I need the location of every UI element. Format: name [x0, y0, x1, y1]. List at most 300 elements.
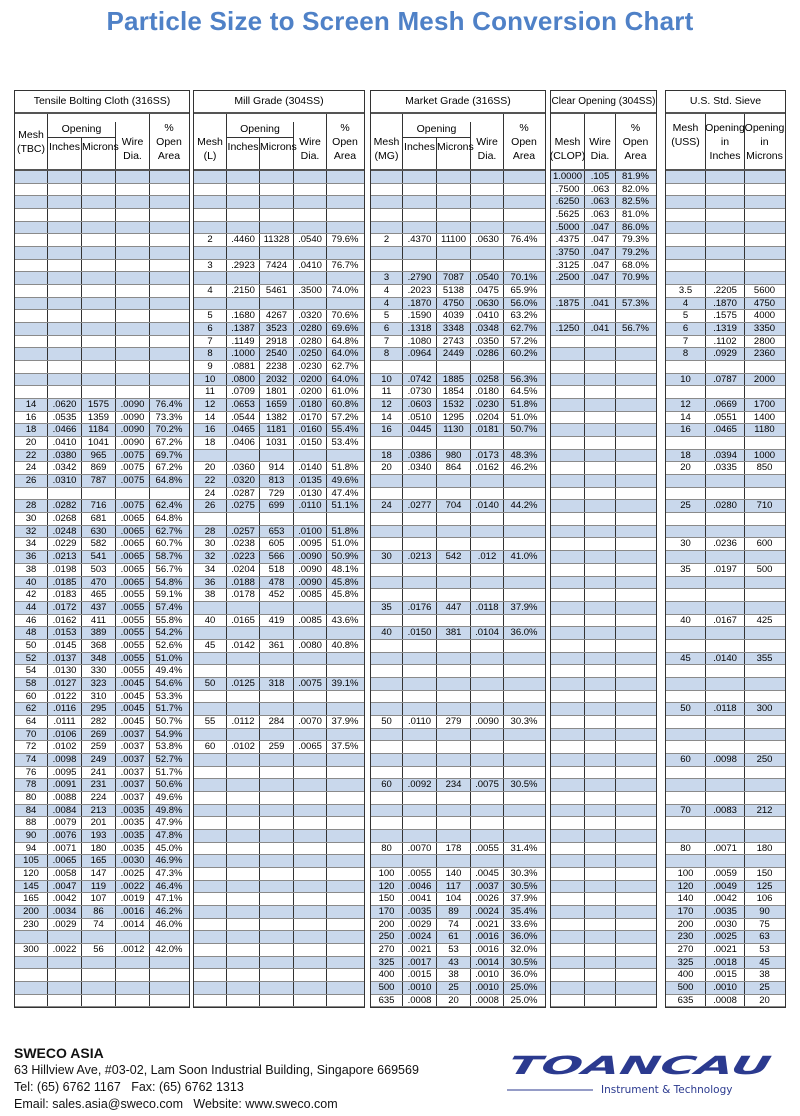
table-row: [551, 500, 656, 513]
empty-cell: [327, 868, 363, 880]
table-row: [194, 234, 364, 247]
table-row: [194, 716, 364, 729]
empty-cell: [327, 995, 363, 1007]
cell-mesh: 26: [194, 500, 227, 512]
empty-cell: [666, 361, 706, 373]
table-row: [15, 665, 189, 678]
empty-cell: [194, 817, 227, 829]
table-row: [194, 754, 364, 767]
table-cell: .0118: [706, 703, 745, 715]
table-cell: .0229: [48, 538, 82, 550]
cell-mesh: 14: [194, 412, 227, 424]
table-cell: 64.8%: [155, 513, 183, 525]
table-cell: 180: [756, 842, 773, 854]
toancau-logo: [505, 1050, 775, 1096]
table-cell: .1870: [403, 298, 437, 310]
empty-cell: [82, 247, 116, 259]
table-row: [194, 843, 364, 856]
empty-cell: [194, 944, 227, 956]
cell-mesh: 36: [15, 551, 48, 563]
table-cell: 51.8%: [331, 525, 359, 537]
table-row: [371, 602, 545, 615]
table-cell: .0130: [294, 488, 327, 500]
table-cell: 2918: [260, 336, 294, 348]
empty-cell: [666, 234, 706, 246]
table-cell: .0380: [48, 450, 82, 462]
empty-cell: [116, 982, 150, 994]
empty-cell: [437, 830, 471, 842]
table-row: [15, 931, 189, 944]
empty-cell: [116, 196, 150, 208]
cell-mesh: .7500: [551, 184, 585, 196]
table-cell: .0110: [294, 500, 327, 512]
table-cell: .0213: [48, 551, 82, 563]
table-row: [666, 615, 785, 628]
table-cell: .0025: [116, 868, 150, 880]
empty-cell: [260, 817, 294, 829]
empty-cell: [194, 665, 227, 677]
empty-cell: [585, 817, 616, 829]
cell-mesh: 250: [371, 931, 403, 943]
empty-cell: [437, 209, 471, 221]
table-cell: 1885: [437, 374, 471, 386]
empty-cell: [585, 855, 616, 867]
empty-cell: [116, 310, 150, 322]
table-row: [194, 513, 364, 526]
table-cell: .0090: [116, 437, 150, 449]
table-row: [371, 665, 545, 678]
table-row: [15, 817, 189, 830]
empty-cell: [294, 196, 327, 208]
table-row: [194, 171, 364, 184]
empty-cell: [327, 893, 363, 905]
empty-cell: [616, 779, 655, 791]
cell-mesh: 40: [194, 615, 227, 627]
table-cell: 869: [82, 462, 116, 474]
table-row: [194, 336, 364, 349]
table-cell: 295: [82, 703, 116, 715]
table-cell: 2800: [753, 335, 776, 347]
table-row: [666, 361, 785, 374]
table-cell: .047: [585, 260, 616, 272]
empty-cell: [150, 196, 188, 208]
table-cell: .0280: [706, 500, 745, 512]
table-cell: 284: [260, 716, 294, 728]
empty-cell: [471, 741, 504, 753]
table-row: [15, 336, 189, 349]
empty-cell: [194, 843, 227, 855]
table-cell: 2000: [753, 373, 776, 385]
empty-cell: [116, 298, 150, 310]
cell-mesh: 18: [15, 424, 48, 436]
table-cell: 914: [260, 462, 294, 474]
table-cell: .0348: [471, 323, 504, 335]
cell-mesh: 80: [666, 843, 706, 855]
empty-cell: [706, 779, 745, 791]
table-cell: .0116: [48, 703, 82, 715]
table-row: [194, 830, 364, 843]
table-cell: .0065: [294, 741, 327, 753]
cell-mesh: 5: [194, 310, 227, 322]
table-cell: 74: [437, 919, 471, 931]
table-cell: 234: [437, 779, 471, 791]
empty-cell: [327, 767, 363, 779]
empty-cell: [194, 513, 227, 525]
empty-cell: [403, 754, 437, 766]
empty-cell: [551, 310, 585, 322]
empty-cell: [745, 627, 784, 639]
empty-cell: [666, 577, 706, 589]
empty-cell: [706, 234, 745, 246]
table-cell: .0165: [227, 615, 260, 627]
table-row: [194, 551, 364, 564]
table-cell: 70.1%: [510, 272, 538, 284]
table-row: [666, 779, 785, 792]
empty-cell: [371, 640, 403, 652]
empty-cell: [194, 754, 227, 766]
table-row: [194, 805, 364, 818]
table-cell: 279: [437, 716, 471, 728]
empty-cell: [150, 957, 188, 969]
table-cell: .0037: [116, 754, 150, 766]
table-row: [666, 171, 785, 184]
table-cell: 51.7%: [155, 766, 183, 778]
table-cell: .047: [585, 272, 616, 284]
empty-cell: [616, 386, 655, 398]
empty-cell: [260, 196, 294, 208]
table-row: [551, 196, 656, 209]
table-row: [194, 298, 364, 311]
table-row: [194, 792, 364, 805]
table-cell: 49.4%: [155, 665, 183, 677]
table-cell: .0045: [116, 703, 150, 715]
table-cell: .2923: [227, 260, 260, 272]
table-row: [666, 272, 785, 285]
table-row: [666, 931, 785, 944]
table-cell: .0551: [706, 412, 745, 424]
cell-mesh: 14: [666, 412, 706, 424]
header-mesh: Mesh (CLOP): [551, 114, 585, 169]
cell-mesh: 18: [666, 450, 706, 462]
header-open-area: % Open Area: [156, 121, 182, 162]
empty-cell: [551, 386, 585, 398]
cell-mesh: 230: [666, 931, 706, 943]
table-cell: 49.8%: [155, 804, 183, 816]
table-row: [371, 577, 545, 590]
cell-mesh: 1.0000: [551, 171, 585, 183]
empty-cell: [371, 703, 403, 715]
table-cell: 980: [437, 450, 471, 462]
cell-mesh: 62: [15, 703, 48, 715]
empty-cell: [194, 881, 227, 893]
table-row: [194, 462, 364, 475]
empty-cell: [294, 944, 327, 956]
table-cell: 150: [756, 867, 773, 879]
empty-cell: [116, 323, 150, 335]
empty-cell: [471, 222, 504, 234]
cell-mesh: .1875: [551, 298, 585, 310]
table-cell: .0016: [471, 944, 504, 956]
table-row: [666, 906, 785, 919]
empty-cell: [294, 665, 327, 677]
empty-cell: [745, 792, 784, 804]
empty-cell: [294, 779, 327, 791]
table-cell: .0125: [227, 678, 260, 690]
empty-cell: [745, 678, 784, 690]
cell-mesh: 230: [15, 919, 48, 931]
empty-cell: [403, 805, 437, 817]
empty-cell: [260, 513, 294, 525]
table-row: [194, 437, 364, 450]
table-cell: .0008: [403, 995, 437, 1007]
table-cell: .0178: [227, 589, 260, 601]
empty-cell: [745, 437, 784, 449]
empty-cell: [48, 931, 82, 943]
empty-cell: [227, 767, 260, 779]
table-cell: .0162: [48, 615, 82, 627]
empty-cell: [327, 919, 363, 931]
cell-mesh: 270: [371, 944, 403, 956]
table-row: [194, 222, 364, 235]
table-cell: .0022: [116, 881, 150, 893]
header-wire-dia: Wire Dia.: [294, 114, 327, 169]
cell-mesh: 12: [194, 399, 227, 411]
table-row: [194, 323, 364, 336]
table-cell: .0034: [48, 906, 82, 918]
empty-cell: [15, 272, 48, 284]
table-cell: 231: [82, 779, 116, 791]
table-cell: 81.9%: [622, 171, 649, 182]
empty-cell: [706, 729, 745, 741]
empty-cell: [15, 969, 48, 981]
empty-cell: [471, 855, 504, 867]
table-cell: 30.5%: [510, 779, 538, 791]
empty-cell: [371, 678, 403, 690]
table-cell: 1382: [260, 412, 294, 424]
cell-mesh: 54: [15, 665, 48, 677]
empty-cell: [48, 323, 82, 335]
table-row: [194, 855, 364, 868]
cell-mesh: 120: [371, 881, 403, 893]
table-row: [15, 260, 189, 273]
empty-cell: [403, 171, 437, 183]
table-cell: .0030: [116, 855, 150, 867]
cell-mesh: .2500: [551, 272, 585, 284]
cell-mesh: 200: [666, 919, 706, 931]
empty-cell: [471, 615, 504, 627]
table-cell: 965: [82, 450, 116, 462]
empty-cell: [666, 716, 706, 728]
table-cell: 1180: [754, 424, 775, 436]
empty-cell: [616, 653, 655, 665]
table-cell: .0041: [403, 893, 437, 905]
table-row: [15, 513, 189, 526]
table-cell: 11328: [260, 234, 294, 246]
empty-cell: [48, 209, 82, 221]
table-cell: 51.1%: [331, 500, 359, 512]
table-cell: .047: [585, 247, 616, 259]
empty-cell: [371, 577, 403, 589]
table-cell: 864: [437, 462, 471, 474]
table-cell: .0037: [116, 779, 150, 791]
table-row: [371, 348, 545, 361]
table-cell: 1400: [753, 411, 776, 423]
empty-cell: [437, 729, 471, 741]
empty-cell: [403, 260, 437, 272]
table-cell: .0112: [227, 716, 260, 728]
table-row: [371, 247, 545, 260]
empty-cell: [666, 589, 706, 601]
table-cell: .0230: [294, 361, 327, 373]
table-cell: 57.2%: [331, 411, 359, 423]
table-cell: 1659: [260, 399, 294, 411]
cell-mesh: 100: [666, 868, 706, 880]
empty-cell: [585, 424, 616, 436]
empty-cell: [371, 754, 403, 766]
empty-cell: [616, 691, 655, 703]
empty-cell: [504, 196, 544, 208]
empty-cell: [745, 640, 784, 652]
table-cell: .0037: [116, 767, 150, 779]
table-cell: 49.6%: [331, 475, 359, 487]
empty-cell: [437, 513, 471, 525]
empty-cell: [194, 779, 227, 791]
table-row: [666, 348, 785, 361]
cell-mesh: 325: [371, 957, 403, 969]
empty-cell: [403, 564, 437, 576]
empty-cell: [15, 184, 48, 196]
cell-mesh: 16: [15, 412, 48, 424]
empty-cell: [616, 893, 655, 905]
table-cell: 32.0%: [510, 943, 538, 955]
empty-cell: [82, 285, 116, 297]
table-cell: .1080: [403, 336, 437, 348]
table-cell: .012: [471, 551, 504, 563]
cell-mesh: 40: [371, 627, 403, 639]
empty-cell: [327, 272, 363, 284]
empty-cell: [371, 171, 403, 183]
table-cell: .0035: [116, 817, 150, 829]
cell-mesh: 80: [371, 843, 403, 855]
cell-mesh: 30: [15, 513, 48, 525]
table-row: [551, 260, 656, 273]
empty-cell: [706, 171, 745, 183]
table-cell: .0071: [48, 843, 82, 855]
table-cell: .0800: [227, 374, 260, 386]
table-row: [371, 944, 545, 957]
table-row: [666, 893, 785, 906]
table-title: Mill Grade (304SS): [194, 91, 364, 114]
empty-cell: [194, 792, 227, 804]
empty-cell: [471, 513, 504, 525]
empty-cell: [227, 209, 260, 221]
table-body: [194, 171, 364, 1007]
empty-cell: [82, 336, 116, 348]
table-row: [551, 323, 656, 336]
table-cell: 35.4%: [510, 905, 538, 917]
empty-cell: [745, 729, 784, 741]
table-row: [551, 944, 656, 957]
empty-cell: [194, 729, 227, 741]
table-row: [666, 184, 785, 197]
empty-cell: [616, 526, 655, 538]
table-row: [666, 564, 785, 577]
empty-cell: [745, 830, 784, 842]
table-cell: .063: [585, 209, 616, 221]
table-cell: .0065: [116, 551, 150, 563]
table-row: [666, 285, 785, 298]
header-open-area: % Open Area: [332, 121, 358, 162]
empty-cell: [471, 475, 504, 487]
table-cell: .0035: [116, 830, 150, 842]
cell-mesh: 80: [15, 792, 48, 804]
table-cell: .0065: [116, 526, 150, 538]
footer-contact: [14, 1045, 419, 1113]
table-row: [371, 222, 545, 235]
empty-cell: [616, 361, 655, 373]
table-row: [371, 741, 545, 754]
table-cell: 389: [82, 627, 116, 639]
table-cell: 259: [82, 741, 116, 753]
empty-cell: [471, 361, 504, 373]
table-cell: 58.7%: [155, 551, 183, 563]
table-row: [15, 310, 189, 323]
empty-cell: [194, 298, 227, 310]
empty-cell: [585, 627, 616, 639]
table-row: [15, 538, 189, 551]
table-row: [666, 222, 785, 235]
empty-cell: [327, 513, 363, 525]
company-name: SWECO ASIA: [14, 1045, 104, 1061]
empty-cell: [260, 944, 294, 956]
empty-cell: [551, 336, 585, 348]
cell-mesh: .1250: [551, 323, 585, 335]
empty-cell: [706, 665, 745, 677]
empty-cell: [745, 234, 784, 246]
table-cell: .0090: [471, 716, 504, 728]
table-row: [551, 678, 656, 691]
empty-cell: [150, 969, 188, 981]
cell-mesh: 9: [194, 361, 227, 373]
table-cell: 5138: [437, 285, 471, 297]
cell-mesh: 74: [15, 754, 48, 766]
table-row: [371, 323, 545, 336]
cell-mesh: 50: [371, 716, 403, 728]
table-row: [666, 386, 785, 399]
table-cell: 419: [260, 615, 294, 627]
table-cell: 50.7%: [155, 715, 183, 727]
table-cell: 56.3%: [510, 373, 538, 385]
table-cell: 76.7%: [331, 259, 359, 271]
empty-cell: [551, 424, 585, 436]
empty-cell: [227, 919, 260, 931]
empty-cell: [551, 462, 585, 474]
empty-cell: [403, 184, 437, 196]
empty-cell: [403, 615, 437, 627]
table-cell: .0055: [116, 627, 150, 639]
table-row: [371, 551, 545, 564]
table-row: [15, 577, 189, 590]
table-cell: .041: [585, 298, 616, 310]
table-cell: 201: [82, 817, 116, 829]
header-wire-dia: Wire Dia.: [585, 114, 616, 169]
table-cell: 180: [82, 843, 116, 855]
table-row: [194, 424, 364, 437]
table-cell: 582: [82, 538, 116, 550]
table-row: [194, 272, 364, 285]
header-mesh: Mesh (USS): [666, 114, 706, 169]
empty-cell: [48, 957, 82, 969]
